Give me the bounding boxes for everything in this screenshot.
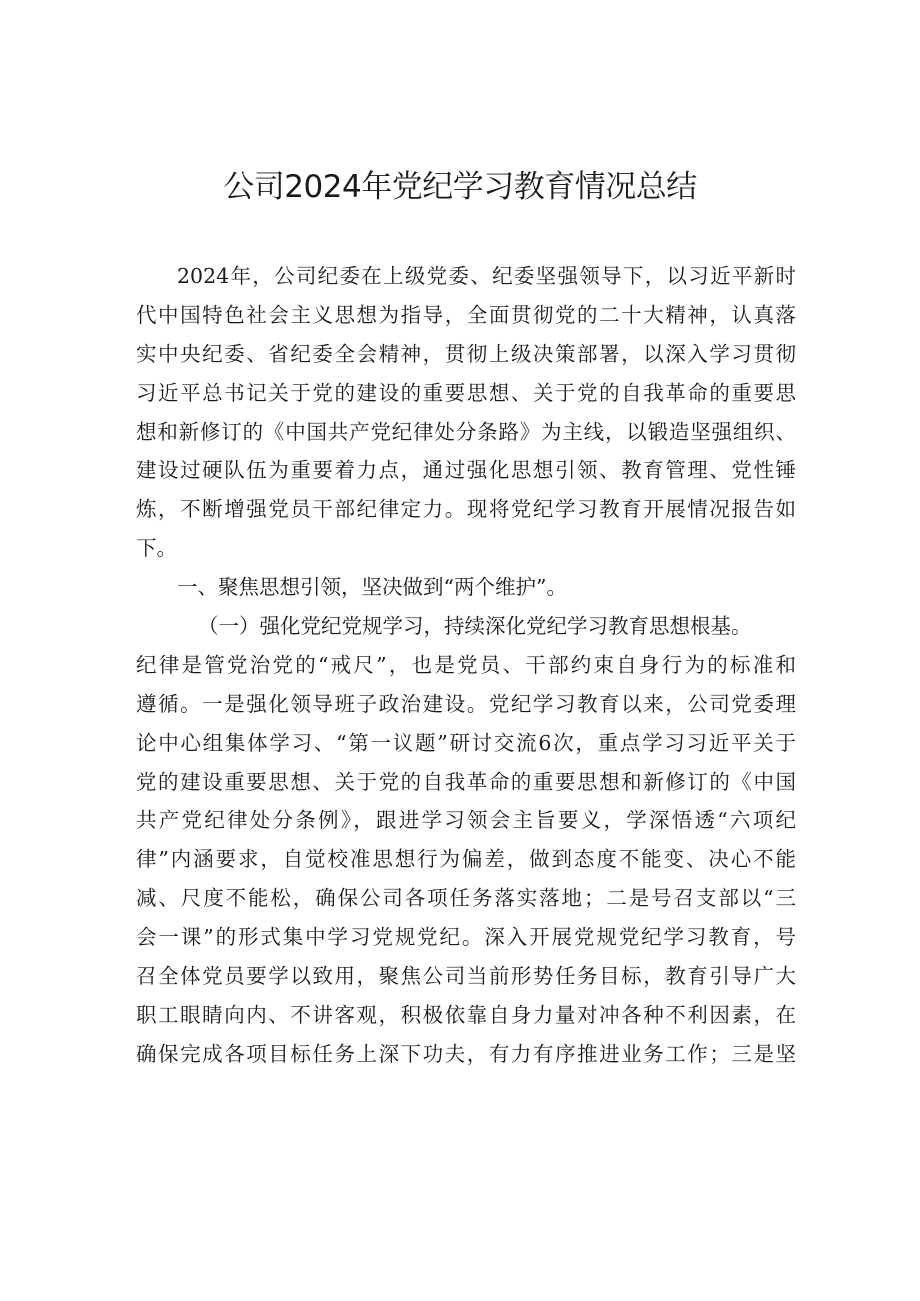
paragraph-line: 想和新修订的《中国共产党纪律处分条路》为主线，以锻造坚强组织、 <box>136 419 796 444</box>
paragraph-line: 纪律是管党治党的“戒尺”，也是党员、干部约束自身行为的标准和 <box>136 652 796 677</box>
document-title: 公司2024年党纪学习教育情况总结 <box>223 169 697 205</box>
paragraph-line: 下。 <box>136 536 177 561</box>
paragraph-line: 建设过硬队伍为重要着力点，通过强化思想引领、教育管理、党性锤 <box>136 458 796 483</box>
paragraph-line: 党的建设重要思想、关于党的自我革命的重要思想和新修订的《中国 <box>136 769 796 794</box>
document-body <box>136 257 796 1074</box>
paragraph-line: 共产党纪律处分条例》，跟进学习领会主旨要义，学深悟透“六项纪 <box>136 808 796 833</box>
paragraph-line: 论中心组集体学习、“第一议题”研讨交流6次，重点学习习近平关于 <box>136 730 796 755</box>
paragraph-line: 实中央纪委、省纪委全会精神，贯彻上级决策部署，以深入学习贯彻 <box>136 341 796 366</box>
paragraph-line: 会一课”的形式集中学习党规党纪。深入开展党规党纪学习教育，号 <box>136 925 796 950</box>
paragraph-line: 确保完成各项目标任务上深下功夫，有力有序推进业务工作；三是坚 <box>136 1041 796 1066</box>
paragraph-line: 职工眼睛向内、不讲客观，积极依靠自身力量对冲各种不利因素，在 <box>136 1002 796 1027</box>
paragraph-line: 2024年，公司纪委在上级党委、纪委坚强领导下，以习近平新时 <box>177 264 796 288</box>
paragraph-line: 代中国特色社会主义思想为指导，全面贯彻党的二十大精神，认真落 <box>136 302 796 327</box>
subsection-heading: （一）强化党纪党规学习，持续深化党纪学习教育思想根基。 <box>198 614 752 639</box>
paragraph-line: 炼，不断增强党员干部纪律定力。现将党纪学习教育开展情况报告如 <box>136 497 796 522</box>
paragraph-line: 遵循。一是强化领导班子政治建设。党纪学习教育以来，公司党委理 <box>136 691 796 716</box>
paragraph-line: 律”内涵要求，自觉校准思想行为偏差，做到态度不能变、决心不能 <box>136 847 796 872</box>
section-heading: 一、聚焦思想引领，坚决做到“两个维护”。 <box>177 575 567 600</box>
paragraph-line: 减、尺度不能松，确保公司各项任务落实落地；二是号召支部以“三 <box>136 886 796 911</box>
paragraph-line: 习近平总书记关于党的建设的重要思想、关于党的自我革命的重要思 <box>136 380 796 405</box>
paragraph-line: 召全体党员要学以致用，聚焦公司当前形势任务目标，教育引导广大 <box>136 964 796 989</box>
